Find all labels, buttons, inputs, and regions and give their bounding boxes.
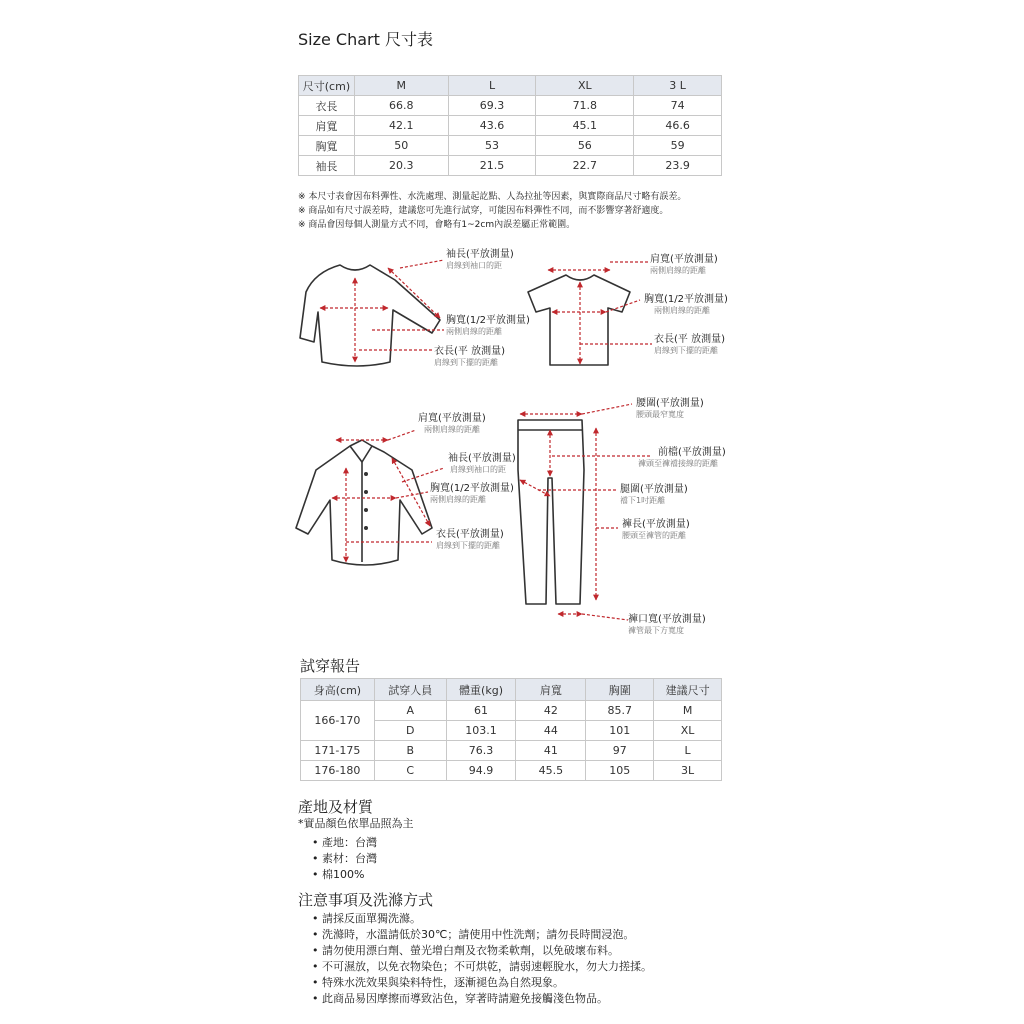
row-label: 袖長 — [299, 156, 355, 176]
label-title: 衣長(平放測量) — [436, 529, 504, 540]
table-cell: L — [654, 741, 722, 761]
pants-outline — [518, 420, 584, 604]
label-title: 前檔(平放測量) — [658, 447, 726, 458]
label-title: 胸寬(1/2平放測量) — [430, 483, 514, 494]
care-list — [312, 911, 652, 1007]
label-desc: 兩側肩線的距離 — [650, 266, 706, 275]
header-cell: M — [354, 76, 448, 96]
label-desc: 褲管最下方寬度 — [628, 626, 684, 635]
button-shirt-collar — [350, 446, 372, 462]
height-cell: 176-180 — [301, 761, 375, 781]
table-cell: 43.6 — [448, 116, 536, 136]
raglan-length-label — [434, 346, 505, 368]
label-title: 肩寬(平放測量) — [418, 413, 486, 424]
table-cell: 50 — [354, 136, 448, 156]
note-line: ※ 商品如有尺寸誤差時，建議您可先進行試穿，可能因布料彈性不同，而不影響穿著舒適度。 — [298, 206, 669, 216]
fit-report-title: 試穿報告 — [300, 657, 361, 675]
label-title: 腿圍(平放測量) — [620, 484, 688, 495]
pants-hem-label — [628, 614, 706, 636]
origin-title: 產地及材質 — [298, 798, 374, 816]
origin-note: *實品顏色依單品照為主 — [298, 817, 414, 830]
table-cell: 71.8 — [536, 96, 634, 116]
shirt-sleeve-label — [448, 453, 516, 475]
table-cell: 41 — [516, 741, 586, 761]
table-cell: 56 — [536, 136, 634, 156]
list-item: • 洗滌時，水溫請低於30℃；請使用中性洗劑；請勿長時間浸泡。 — [312, 927, 652, 943]
table-cell: M — [654, 701, 722, 721]
raglan-sleeve-label — [446, 249, 514, 271]
table-cell: 44 — [516, 721, 586, 741]
table-cell: 103.1 — [446, 721, 516, 741]
label-desc: 襠下1吋距離 — [620, 496, 666, 505]
table-cell: 74 — [634, 96, 722, 116]
tee-length-label — [654, 334, 725, 356]
label-title: 袖長(平放測量) — [446, 249, 514, 260]
table-cell: 45.1 — [536, 116, 634, 136]
label-desc: 腰頭最窄寬度 — [636, 410, 684, 419]
table-cell: 61 — [446, 701, 516, 721]
list-item: • 特殊水洗效果與染料特性，逐漸褪色為自然現象。 — [312, 975, 652, 991]
header-cell: 尺寸(cm) — [299, 76, 355, 96]
shirt-buttons — [364, 472, 368, 530]
table-cell: 20.3 — [354, 156, 448, 176]
list-item: • 此商品易因摩擦而導致沾色，穿著時請避免接觸淺色物品。 — [312, 991, 652, 1007]
tee-shoulder-label — [650, 254, 718, 276]
fit-report-header-row — [301, 679, 722, 701]
raglan-chest-label — [446, 315, 530, 337]
pants-thigh-label — [620, 484, 688, 506]
row-label: 肩寬 — [299, 116, 355, 136]
shirt-length-label — [436, 529, 504, 551]
table-cell: 53 — [448, 136, 536, 156]
raglan-shirt-outline — [300, 265, 440, 366]
size-chart-title: Size Chart 尺寸表 — [298, 30, 433, 49]
pants-length-label — [622, 519, 690, 541]
table-cell: 59 — [634, 136, 722, 156]
label-desc: 肩線到袖口的距 — [446, 261, 502, 270]
header-cell: L — [448, 76, 536, 96]
label-title: 衣長(平 放測量) — [654, 334, 725, 345]
header-cell: 體重(kg) — [446, 679, 516, 701]
table-cell: A — [374, 701, 446, 721]
label-title: 肩寬(平放測量) — [650, 254, 718, 265]
table-row — [301, 761, 722, 781]
list-item: • 不可濕放，以免衣物染色；不可烘乾，請弱速輕脫水，勿大力搓揉。 — [312, 959, 652, 975]
table-row — [301, 741, 722, 761]
label-desc: 肩線到袖口的距 — [450, 465, 506, 474]
label-title: 褲口寬(平放測量) — [628, 614, 706, 625]
table-row — [301, 701, 722, 721]
row-label: 衣長 — [299, 96, 355, 116]
label-desc: 肩線到下擺的距離 — [436, 541, 500, 550]
table-cell: 21.5 — [448, 156, 536, 176]
header-cell: 肩寬 — [516, 679, 586, 701]
label-title: 胸寬(1/2平放測量) — [644, 294, 728, 305]
table-cell: C — [374, 761, 446, 781]
label-desc: 兩側肩線的距離 — [430, 495, 486, 504]
table-cell: 42.1 — [354, 116, 448, 136]
list-item: • 請採反面單獨洗滌。 — [312, 911, 652, 927]
label-desc: 腰頭至褲管的距離 — [622, 531, 686, 540]
shirt-shoulder-label — [418, 413, 486, 435]
header-cell: XL — [536, 76, 634, 96]
label-desc: 兩側肩線的距離 — [424, 425, 480, 434]
label-title: 褲長(平放測量) — [622, 519, 690, 530]
table-cell: 69.3 — [448, 96, 536, 116]
header-cell: 3 L — [634, 76, 722, 96]
row-label: 胸寬 — [299, 136, 355, 156]
table-cell: 45.5 — [516, 761, 586, 781]
label-desc: 兩側肩線的距離 — [654, 306, 710, 315]
tee-chest-label — [644, 294, 728, 316]
table-cell: D — [374, 721, 446, 741]
list-item: • 產地：台灣 — [312, 835, 377, 851]
list-item: • 棉100% — [312, 867, 377, 883]
table-cell: 97 — [586, 741, 654, 761]
header-cell: 身高(cm) — [301, 679, 375, 701]
height-cell: 166-170 — [301, 701, 375, 741]
table-cell: 85.7 — [586, 701, 654, 721]
table-cell: 76.3 — [446, 741, 516, 761]
table-cell: 22.7 — [536, 156, 634, 176]
label-desc: 肩線到下擺的距離 — [654, 346, 718, 355]
label-title: 衣長(平 放測量) — [434, 346, 505, 357]
origin-list — [312, 835, 377, 883]
pants-rise-label — [638, 447, 726, 469]
label-desc: 褲頭至褲襠接線的距離 — [638, 459, 718, 468]
label-title: 胸寬(1/2平放測量) — [446, 315, 530, 326]
table-cell: 66.8 — [354, 96, 448, 116]
shirt-chest-label — [430, 483, 514, 505]
fit-report-table — [300, 678, 722, 781]
table-cell: 42 — [516, 701, 586, 721]
table-cell: 105 — [586, 761, 654, 781]
table-cell: 94.9 — [446, 761, 516, 781]
list-item: • 素材：台灣 — [312, 851, 377, 867]
table-cell: 101 — [586, 721, 654, 741]
table-cell: B — [374, 741, 446, 761]
label-title: 腰圍(平放測量) — [636, 398, 704, 409]
pants-waist-label — [636, 398, 704, 420]
label-title: 袖長(平放測量) — [448, 453, 516, 464]
table-cell: 46.6 — [634, 116, 722, 136]
table-cell: 23.9 — [634, 156, 722, 176]
label-desc: 兩側肩線的距離 — [446, 327, 502, 336]
table-cell: 3L — [654, 761, 722, 781]
note-line: ※ 商品會因每個人測量方式不同，會略有1~2cm內誤差屬正常範圍。 — [298, 220, 576, 230]
table-cell: XL — [654, 721, 722, 741]
label-desc: 肩線到下擺的距離 — [434, 358, 498, 367]
list-item: • 請勿使用漂白劑、螢光增白劑及衣物柔軟劑，以免破壞布料。 — [312, 943, 652, 959]
care-title: 注意事項及洗滌方式 — [298, 891, 434, 909]
header-cell: 胸圍 — [586, 679, 654, 701]
header-cell: 試穿人員 — [374, 679, 446, 701]
note-line: ※ 本尺寸表會因布料彈性、水洗處理、測量起訖點、人為拉扯等因素，與實際商品尺寸略有誤差。 — [298, 192, 687, 202]
header-cell: 建議尺寸 — [654, 679, 722, 701]
tshirt-outline — [528, 275, 630, 365]
height-cell: 171-175 — [301, 741, 375, 761]
